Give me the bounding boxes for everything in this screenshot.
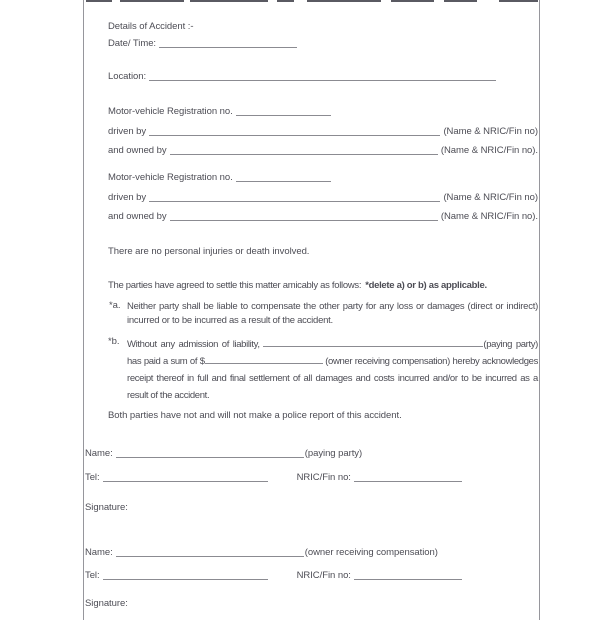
name-nric-hint: (Name & NRIC/Fin no) xyxy=(443,192,538,203)
scan-artifact xyxy=(86,0,112,2)
settle-statement-row xyxy=(108,279,538,292)
no-injuries-row xyxy=(108,245,538,258)
settle-statement: The parties have agreed to settle this matter amicably as follows: xyxy=(108,280,362,291)
name-nric-hint: (Name & NRIC/Fin no) xyxy=(443,126,538,137)
tel-blank xyxy=(103,579,268,580)
name-nric-hint: (Name & NRIC/Fin no). xyxy=(440,145,538,156)
clause-b-text-part3: (owner receiving compensation) hereby acknowledges receipt thereof in full and final settlement of all damages and costs incurred and/or to be incurred as a result of the accident. xyxy=(127,356,538,401)
tel-blank xyxy=(103,481,268,482)
scan-artifact xyxy=(190,0,268,2)
nric-blank xyxy=(354,579,462,580)
scan-artifact xyxy=(277,0,294,2)
name-blank xyxy=(116,457,304,458)
owned-by-blank xyxy=(170,154,438,155)
name-label: Name: xyxy=(85,547,113,558)
no-police-report-statement: Both parties have not and will not make a police report of this accident. xyxy=(108,410,402,421)
receiving-party-name-row xyxy=(85,546,538,559)
receiving-party-tel-row xyxy=(85,569,538,582)
signature-label: Signature: xyxy=(85,502,128,513)
no-police-report-row xyxy=(108,409,538,422)
signature-label: Signature: xyxy=(85,598,128,609)
driven-by-label: driven by xyxy=(108,126,147,137)
vehicle1-driven-by-row xyxy=(108,125,538,138)
scan-artifact xyxy=(391,0,434,2)
no-injuries-statement: There are no personal injuries or death involved. xyxy=(108,246,310,257)
date-time-row xyxy=(108,37,538,50)
driven-by-blank xyxy=(149,135,440,136)
vehicle2-registration-row xyxy=(108,171,538,184)
paying-party-name-row xyxy=(85,447,538,460)
delete-as-applicable-note: *delete a) or b) as applicable. xyxy=(365,280,487,291)
registration-label: Motor-vehicle Registration no. xyxy=(108,172,233,183)
clause-b-marker: *b. xyxy=(108,336,120,347)
registration-label: Motor-vehicle Registration no. xyxy=(108,106,233,117)
nric-label: NRIC/Fin no: xyxy=(296,570,351,581)
vehicle2-driven-by-row xyxy=(108,191,538,204)
paying-party-tel-row xyxy=(85,471,538,484)
scan-artifact xyxy=(307,0,381,2)
clause-b-text-part1: Without any admission of liability, xyxy=(127,339,260,350)
clause-a-text: Neither party shall be liable to compensate the other party for any loss or damages (direct or indirect) incurred or to be incurred as a result of the accident. xyxy=(127,301,538,326)
page-title: Details of Accident :- xyxy=(108,21,194,32)
owned-by-label: and owned by xyxy=(108,145,167,156)
scan-artifact xyxy=(120,0,184,2)
page-border-left xyxy=(83,0,84,620)
owned-by-label: and owned by xyxy=(108,211,167,222)
clause-b-text-part2: (paying party) has paid a sum of $ xyxy=(127,339,538,367)
location-label: Location: xyxy=(108,71,147,82)
clause-b-text xyxy=(127,336,538,404)
sum-amount-blank xyxy=(205,362,323,364)
scan-artifact xyxy=(444,0,477,2)
section-title-row xyxy=(108,20,538,33)
clause-a-marker: *a. xyxy=(109,300,121,311)
vehicle1-owned-by-row xyxy=(108,144,538,157)
vehicle2-owned-by-row xyxy=(108,210,538,223)
owned-by-blank xyxy=(170,220,438,221)
registration-blank xyxy=(236,115,331,116)
paying-party-signature-row xyxy=(85,501,538,514)
receiving-party-hint: (owner receiving compensation) xyxy=(304,547,438,558)
name-nric-hint: (Name & NRIC/Fin no). xyxy=(440,211,538,222)
registration-blank xyxy=(236,181,331,182)
tel-label: Tel: xyxy=(85,472,100,483)
date-time-blank xyxy=(159,47,297,48)
driven-by-label: driven by xyxy=(108,192,147,203)
location-blank xyxy=(149,80,496,81)
paying-party-blank xyxy=(263,345,483,347)
receiving-party-signature-row xyxy=(85,597,538,610)
date-time-label: Date/ Time: xyxy=(108,38,157,49)
nric-label: NRIC/Fin no: xyxy=(296,472,351,483)
nric-blank xyxy=(354,481,462,482)
driven-by-blank xyxy=(149,201,440,202)
vehicle1-registration-row xyxy=(108,105,538,118)
scan-artifact xyxy=(499,0,538,2)
name-label: Name: xyxy=(85,448,113,459)
tel-label: Tel: xyxy=(85,570,100,581)
location-row xyxy=(108,70,538,83)
name-blank xyxy=(116,556,304,557)
paying-party-hint: (paying party) xyxy=(304,448,363,459)
page-border-right xyxy=(539,0,540,620)
